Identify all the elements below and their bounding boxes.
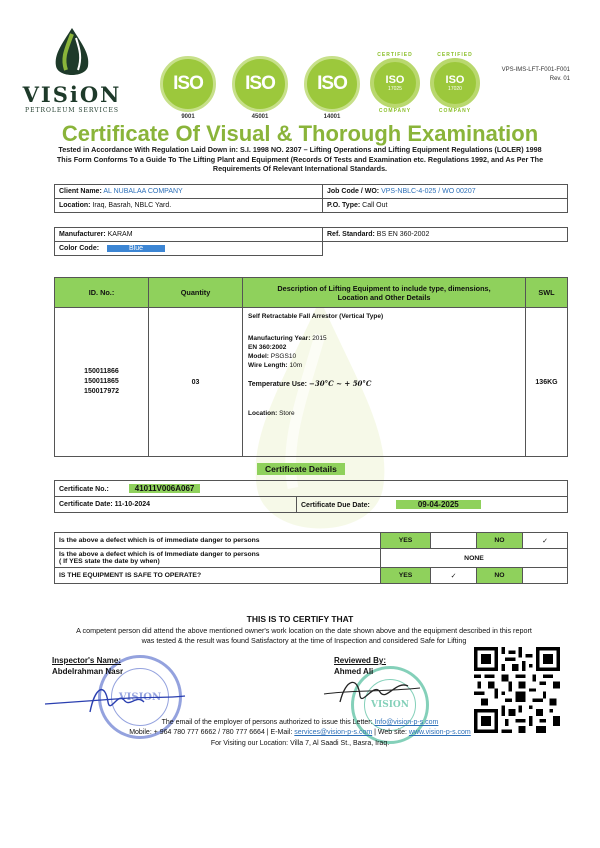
revision-text: Rev. 01 xyxy=(549,76,570,82)
info-email-link[interactable]: Info@vision-p-s.com xyxy=(374,719,439,726)
defect-question-2: Is the above a defect which is of Immediate danger to persons ( If YES state the date by when) xyxy=(55,549,381,568)
services-email-link[interactable]: services@vision-p-s.com xyxy=(294,729,373,736)
page-title: Certificate Of Visual & Thorough Examination xyxy=(61,121,539,146)
client-info-table xyxy=(54,184,568,213)
iso-certified-badge: CERTIFIED ISO 17020 COMPANY xyxy=(430,52,480,114)
equipment-description: Self Retractable Fall Arrestor (Vertical Type) Manufacturing Year: 2015 EN 360:2002 Model: PSGS10 Wire Length: 10m Temperature Use: −30°C ~ + 50°C Location: Store xyxy=(243,308,526,457)
id-list: 150011866 150011865 150017972 xyxy=(55,308,149,457)
logo-subtitle: PETROLEUM SERVICES xyxy=(25,107,119,114)
iso-certified-badge: CERTIFIED ISO 17025 COMPANY xyxy=(370,52,420,114)
job-code-cell: Job Code / WO: VPS-NBLC-4-025 / WO 00207 xyxy=(323,185,568,199)
inspector-block xyxy=(52,655,123,677)
certificate-due-cell: Certificate Due Date: 09-04-2025 xyxy=(297,497,568,513)
client-name-value: AL NUBALAA COMPANY xyxy=(103,188,183,195)
certificate-no-cell: Certificate No.: 41011V006A067 xyxy=(55,481,568,497)
q2-value: NONE xyxy=(381,549,568,568)
quantity-header: Quantity xyxy=(149,278,243,308)
reviewer-name: Ahmed Ali xyxy=(334,667,374,676)
location-cell: Location: Iraq, Basrah, NBLC Yard. xyxy=(55,199,323,213)
manufacturer-table xyxy=(54,227,568,256)
doc-code-text: VPS-IMS-LFT-F001-F001 xyxy=(501,67,570,73)
inspector-signature xyxy=(40,672,190,722)
quantity-value: 03 xyxy=(149,308,243,457)
certify-title: THIS IS TO CERTIFY THAT xyxy=(246,614,354,624)
ref-standard-cell: Ref. Standard: BS EN 360-2002 xyxy=(323,228,568,242)
certificate-date-cell: Certificate Date: 11-10-2024 xyxy=(55,497,297,513)
q1-yes-cell: YES xyxy=(381,533,431,549)
reviewer-stamp: VISION xyxy=(351,666,429,744)
equipment-table xyxy=(54,277,568,457)
iso-badge: ISO 45001 xyxy=(232,56,288,120)
footer-address-line: For Visiting our Location: Villa 7, Al Saadi St., Basra, Iraq. xyxy=(210,740,390,747)
safe-to-operate-question: IS THE EQUIPMENT IS SAFE TO OPERATE? xyxy=(55,568,381,584)
q1-no-cell: NO xyxy=(477,533,523,549)
footer-contact-line: Mobile: + 964 780 777 6662 / 780 777 6664 | E-Mail: services@vision-p-s.com | Web site: www.vision-p-s.com xyxy=(129,729,471,736)
certificate-no-value: 41011V006A067 xyxy=(129,484,201,493)
reviewer-label: Reviewed By: xyxy=(334,656,387,665)
job-code-value: VPS-NBLC-4-025 / WO 00207 xyxy=(381,188,476,195)
inspector-stamp: VISION xyxy=(98,655,182,739)
swl-header: SWL xyxy=(526,278,568,308)
certify-text: A competent person did attend the above mentioned owner's work location on the date shown above and the equipment described in this report was tested & the result was found Satisfactory at the time of Inspection and considered Safe for Lifting xyxy=(76,626,532,645)
id-header: ID. No.: xyxy=(55,278,149,308)
due-date-value: 09-04-2025 xyxy=(396,500,481,509)
swl-value: 136KG xyxy=(526,308,568,457)
description-header: Description of Lifting Equipment to include type, dimensions, Location and Other Details xyxy=(243,278,526,308)
reviewer-block xyxy=(334,655,386,677)
iso-badge: ISO 9001 xyxy=(160,56,216,120)
client-name-cell: Client Name: AL NUBALAA COMPANY xyxy=(55,185,323,199)
page-subtitle: Tested in Accordance With Regulation Laid Down in: S.I. 1998 NO. 2307 – Lifting Operations and Lifting Equipment Regulations (LOLER) 1998 This Form Conforms To a Guide To The Lifting Plant and Equipment (Records Of Tests and Examination etc. Regulations 1992, and As Per The Requirements Of Relevant International Standards. xyxy=(56,145,544,173)
drop-logo-icon xyxy=(50,26,94,82)
q1-check-mark: ✓ xyxy=(523,533,568,549)
company-logo xyxy=(22,26,122,114)
color-code-cell: Color Code: Blue xyxy=(55,242,323,256)
footer-email-line: The email of the employer of persons authorized to issue this Letter: Info@vision-p-s.com xyxy=(161,719,439,726)
inspector-name: Abdelrahman Nasr xyxy=(52,667,124,676)
po-type-cell: P.O. Type: Call Out xyxy=(323,199,568,213)
manufacturer-cell: Manufacturer: KARAM xyxy=(55,228,323,242)
color-code-chip: Blue xyxy=(107,245,165,252)
iso-badges xyxy=(160,52,490,126)
certificate-details-heading: Certificate Details xyxy=(257,463,345,475)
certificate-details-table xyxy=(54,480,568,513)
document-code xyxy=(502,66,570,84)
q3-check-mark: ✓ xyxy=(431,568,477,584)
defect-table xyxy=(54,532,568,584)
inspector-label: Inspector's Name: xyxy=(52,656,122,665)
website-link[interactable]: www.vision-p-s.com xyxy=(408,729,471,736)
logo-title: VISiON xyxy=(22,82,122,107)
q3-yes-cell: YES xyxy=(381,568,431,584)
iso-badge: ISO 14001 xyxy=(304,56,360,120)
defect-question-1: Is the above a defect which is of immediate danger to persons xyxy=(55,533,381,549)
q3-no-cell: NO xyxy=(477,568,523,584)
reviewer-signature xyxy=(320,672,430,712)
